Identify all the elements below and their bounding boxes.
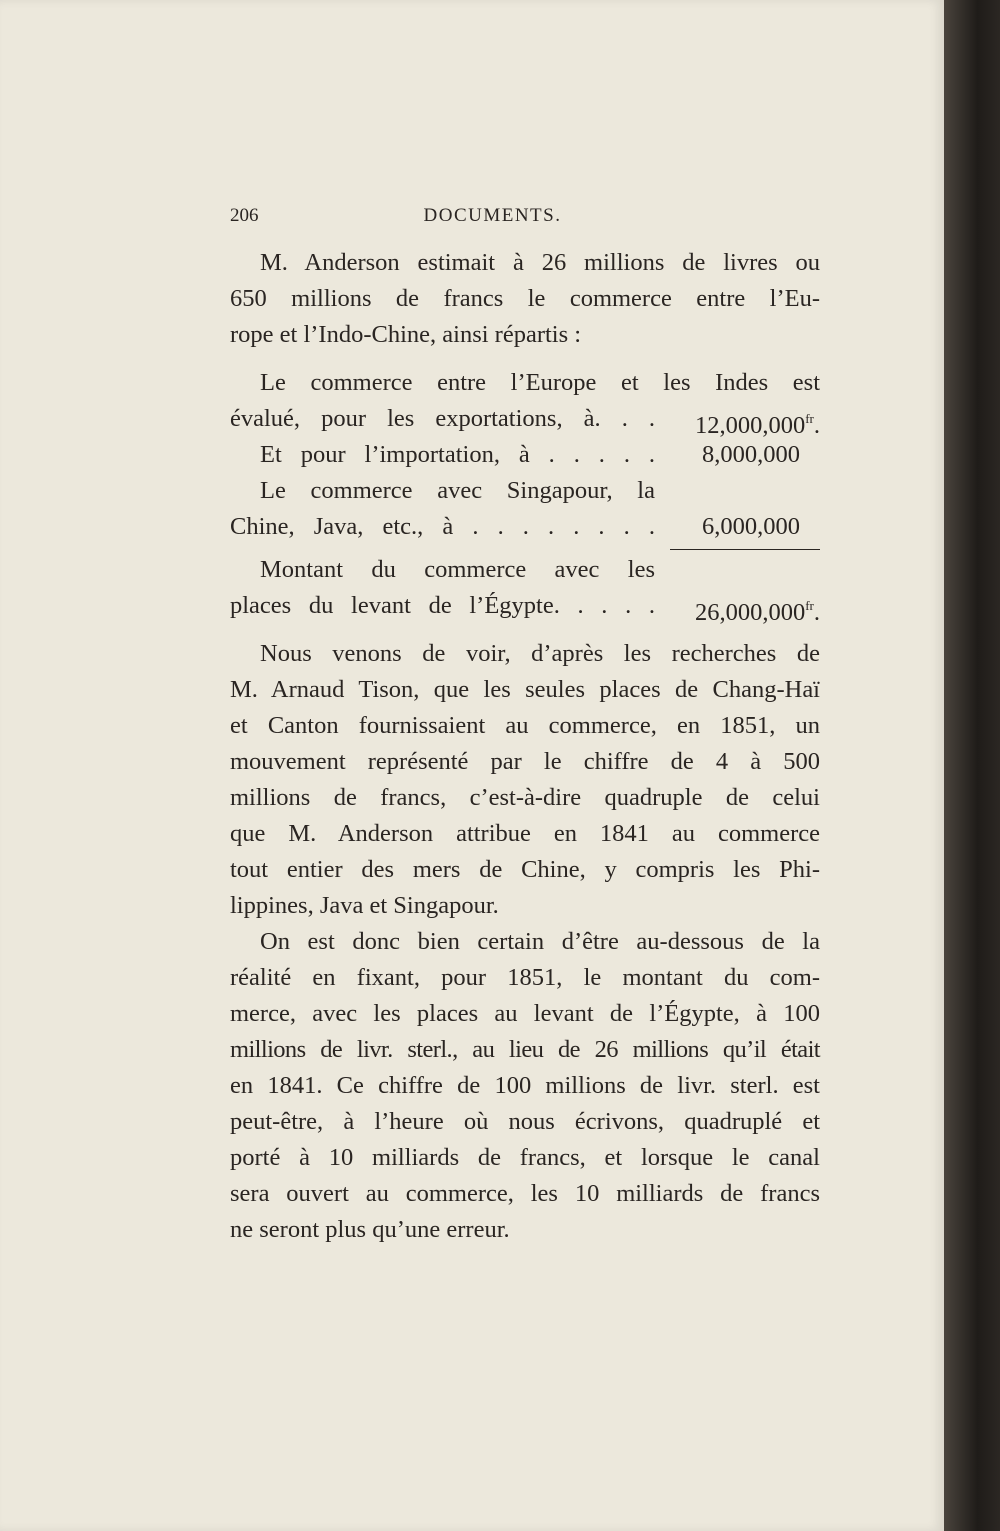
paragraph-anderson bbox=[230, 245, 820, 353]
text-line: ne seront plus qu’une erreur. bbox=[230, 1216, 510, 1243]
text-line: rope et l’Indo-Chine, ainsi répartis : bbox=[230, 321, 582, 348]
paragraph-tison bbox=[230, 636, 820, 924]
text-line: réalité en fixant, pour 1851, le montant du com- bbox=[230, 964, 820, 991]
row-description: Le commerce avec Singapour, la bbox=[260, 477, 655, 504]
text-line: que M. Anderson attribue en 1841 au commerce bbox=[230, 820, 820, 847]
table-row bbox=[230, 473, 820, 509]
text-line: sera ouvert au commerce, les 10 milliards de francs bbox=[230, 1180, 820, 1207]
text-line: M. Arnaud Tison, que les seules places de Chang-Haï bbox=[230, 676, 820, 703]
text-line: On est donc bien certain d’être au-dessous de la bbox=[260, 928, 820, 955]
row-description: évalué, pour les exportations, à. . . bbox=[230, 405, 655, 432]
amount-suffix: . bbox=[813, 599, 820, 626]
unit-superscript: fr bbox=[805, 598, 814, 613]
total-rule bbox=[670, 549, 820, 550]
page-number: 206 bbox=[230, 205, 259, 226]
text-line: peut-être, à l’heure où nous écrivons, quadruplé et bbox=[230, 1108, 820, 1135]
text-line: lippines, Java et Singapour. bbox=[230, 892, 499, 919]
table-row bbox=[230, 437, 820, 473]
amount-suffix: . bbox=[813, 412, 820, 439]
unit-superscript: fr bbox=[805, 411, 814, 426]
table-row-label: Le commerce entre l’Europe et les Indes est bbox=[260, 369, 820, 396]
text-line: millions de francs, c’est-à-dire quadruple de celui bbox=[230, 784, 820, 811]
table-row-total bbox=[230, 588, 820, 624]
text-line: 650 millions de francs le commerce entre l’Eu- bbox=[230, 285, 820, 312]
text-line: porté à 10 milliards de francs, et lorsque le canal bbox=[230, 1144, 820, 1171]
row-amount: 8,000,000 bbox=[702, 441, 800, 468]
row-amount bbox=[655, 401, 820, 437]
paragraph-conclusion bbox=[230, 924, 820, 1248]
table-row-total bbox=[230, 552, 820, 588]
table-row bbox=[230, 401, 820, 437]
text-line: Nous venons de voir, d’après les recherches de bbox=[260, 640, 820, 667]
page-header bbox=[230, 205, 820, 245]
total-amount bbox=[655, 588, 820, 624]
row-amount: 6,000,000 bbox=[702, 513, 800, 540]
book-spine-edge bbox=[944, 0, 1000, 1531]
text-block bbox=[230, 205, 820, 1248]
text-line: et Canton fournissaient au commerce, en 1851, un bbox=[230, 712, 820, 739]
row-description: Chine, Java, etc., à . . . . . . . . bbox=[230, 513, 655, 540]
text-line: millions de livr. sterl., au lieu de 26 millions qu’il était bbox=[230, 1036, 820, 1063]
row-description: Et pour l’importation, à . . . . . bbox=[260, 441, 655, 468]
text-line: mouvement représenté par le chiffre de 4 à 500 bbox=[230, 748, 820, 775]
text-line: merce, avec les places au levant de l’Égypte, à 100 bbox=[230, 1000, 820, 1027]
table-row bbox=[230, 509, 820, 545]
text-line: tout entier des mers de Chine, y compris les Phi- bbox=[230, 856, 820, 883]
text-line: en 1841. Ce chiffre de 100 millions de livr. sterl. est bbox=[230, 1072, 820, 1099]
amount-value: 12,000,000 bbox=[694, 412, 806, 439]
trade-table bbox=[230, 365, 820, 624]
row-description: places du levant de l’Égypte. . . . . bbox=[230, 592, 655, 619]
text-line: M. Anderson estimait à 26 millions de livres ou bbox=[260, 249, 820, 276]
row-description: Montant du commerce avec les bbox=[260, 556, 655, 583]
amount-value: 26,000,000 bbox=[694, 599, 806, 626]
running-head: DOCUMENTS. bbox=[423, 205, 562, 226]
